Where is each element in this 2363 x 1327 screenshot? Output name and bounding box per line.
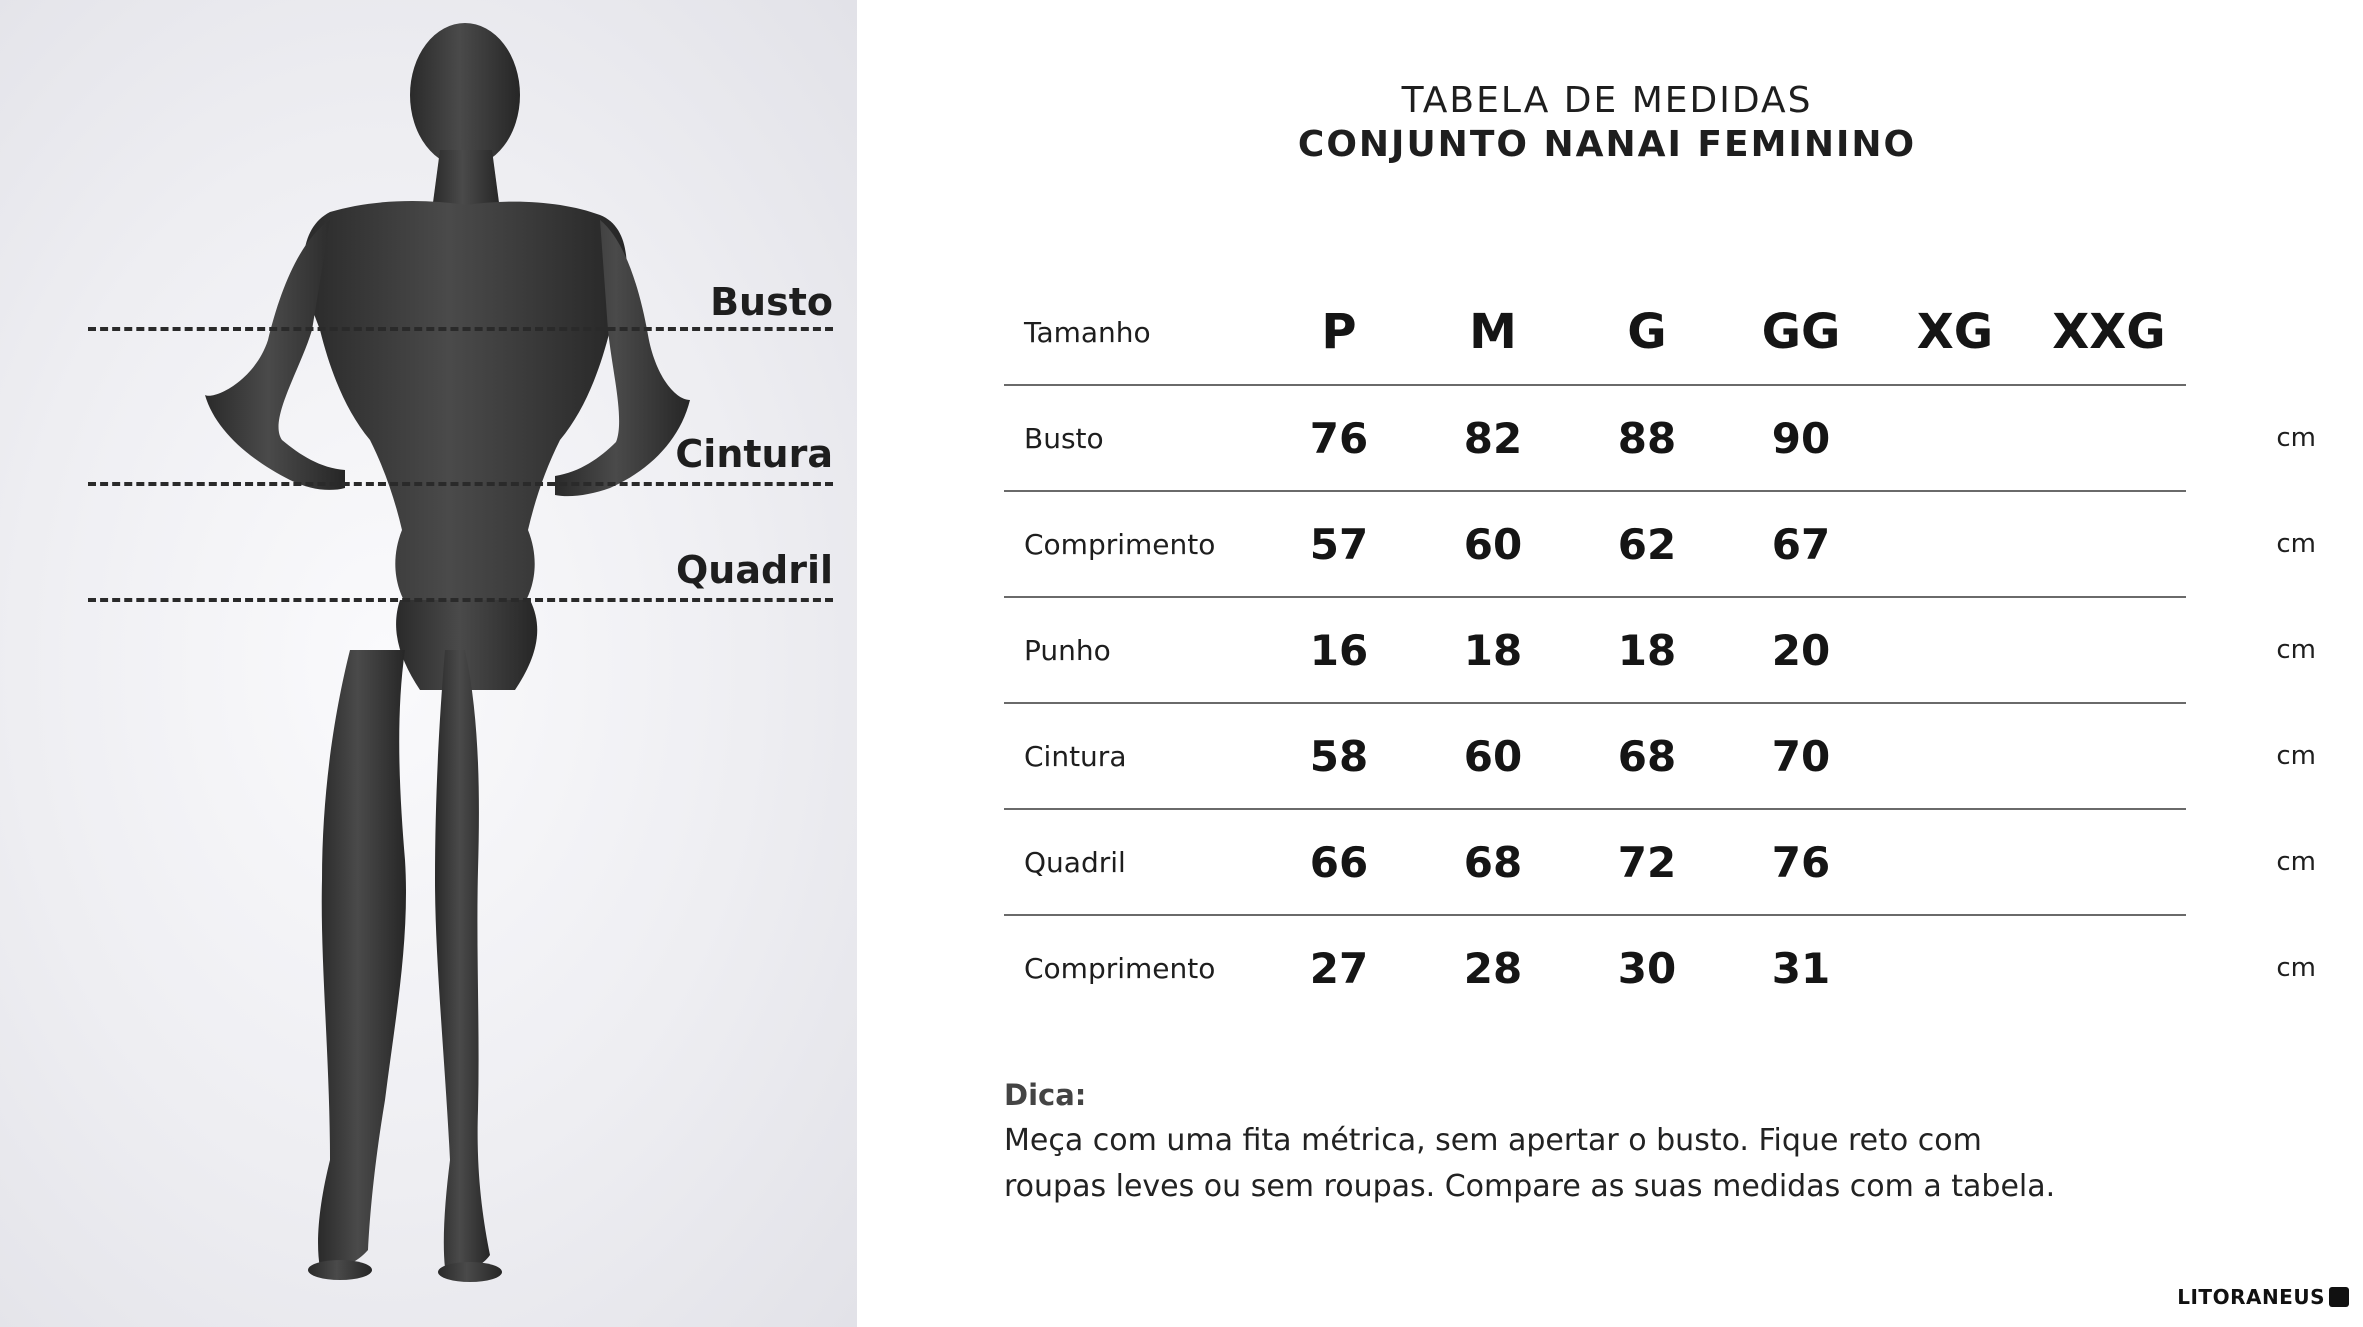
cell-value: 66 (1262, 809, 1416, 915)
cell-value (2032, 703, 2186, 809)
cell-value: 30 (1617, 943, 1677, 993)
cell-value: 57 (1262, 491, 1416, 597)
cell-value (2032, 915, 2186, 1020)
mannequin-panel (0, 0, 857, 1327)
cell-value: 20 (1724, 597, 1878, 703)
size-p: P (1262, 280, 1416, 385)
header-label: Tamanho (1004, 280, 1262, 385)
table-header-row (1004, 280, 2336, 385)
row-label: Cintura (1004, 703, 1262, 809)
row-label: Comprimento (1024, 951, 1216, 985)
unit-header (2186, 280, 2336, 385)
cell-value: 62 (1570, 491, 1724, 597)
cell-value (1878, 491, 2032, 597)
row-label: Quadril (1004, 809, 1262, 915)
size-g: G (1570, 280, 1724, 385)
cell-value: 76 (1262, 385, 1416, 491)
cell-value: 28 (1463, 943, 1523, 993)
table-row (1004, 703, 2336, 809)
size-table (1004, 280, 2336, 1020)
cell-value: 60 (1416, 703, 1570, 809)
table-row (1004, 491, 2336, 597)
tip-title: Dica: (1004, 1078, 1087, 1112)
cell-value: 88 (1570, 385, 1724, 491)
quadril-label: Quadril (676, 548, 833, 592)
cintura-label: Cintura (675, 432, 833, 476)
size-m: M (1416, 280, 1570, 385)
busto-dashed-line (88, 327, 833, 331)
cell-value: 82 (1416, 385, 1570, 491)
quadril-dashed-line (88, 598, 833, 602)
cell-value (2032, 597, 2186, 703)
size-gg: GG (1724, 280, 1878, 385)
brand-name: LITORANEUS (2177, 1285, 2325, 1309)
unit-label: cm (2276, 423, 2316, 453)
unit-label: cm (2276, 741, 2316, 771)
cell-value (1878, 915, 2032, 1020)
cell-value (1878, 809, 2032, 915)
cell-value: 90 (1724, 385, 1878, 491)
table-row (1004, 597, 2336, 703)
size-xg: XG (1878, 280, 2032, 385)
page-subtitle: CONJUNTO NANAI FEMININO (1297, 124, 1917, 165)
tip-text (1004, 1118, 2104, 1210)
row-label: Punho (1004, 597, 1262, 703)
cell-value: 58 (1262, 703, 1416, 809)
cell-value: 76 (1724, 809, 1878, 915)
brand-logo (2177, 1285, 2349, 1309)
cell-value: 68 (1570, 703, 1724, 809)
unit-label: cm (2276, 847, 2316, 877)
tip-line-1: Meça com uma fita métrica, sem apertar o busto. Fique reto com (1004, 1123, 1982, 1158)
cintura-dashed-line (88, 482, 833, 486)
cell-value (2032, 385, 2186, 491)
cell-value: 70 (1724, 703, 1878, 809)
mannequin-figure (0, 0, 857, 1327)
busto-label: Busto (710, 280, 833, 324)
cell-value: 18 (1570, 597, 1724, 703)
cell-value (1878, 703, 2032, 809)
row-label: Busto (1004, 385, 1262, 491)
litoraneus-logo-icon (2329, 1287, 2349, 1307)
table-row (1004, 915, 2336, 1020)
cell-value: 67 (1724, 491, 1878, 597)
unit-label: cm (2276, 529, 2316, 559)
cell-value: 27 (1309, 943, 1369, 993)
row-label: Comprimento (1004, 491, 1262, 597)
cell-value (1878, 385, 2032, 491)
cell-value (2032, 809, 2186, 915)
cell-value (1878, 597, 2032, 703)
table-row (1004, 809, 2336, 915)
page-title: TABELA DE MEDIDAS (1401, 80, 1813, 121)
cell-value: 60 (1416, 491, 1570, 597)
cell-value: 16 (1262, 597, 1416, 703)
cell-value (2032, 491, 2186, 597)
tip-line-2: roupas leves ou sem roupas. Compare as suas medidas com a tabela. (1004, 1169, 2056, 1204)
table-row (1004, 385, 2336, 491)
size-xxg: XXG (2032, 280, 2186, 385)
cell-value: 72 (1570, 809, 1724, 915)
cell-value: 31 (1771, 943, 1831, 993)
cell-value: 68 (1416, 809, 1570, 915)
cell-value: 18 (1416, 597, 1570, 703)
unit-label: cm (2276, 635, 2316, 665)
unit-label: cm (2276, 952, 2316, 983)
